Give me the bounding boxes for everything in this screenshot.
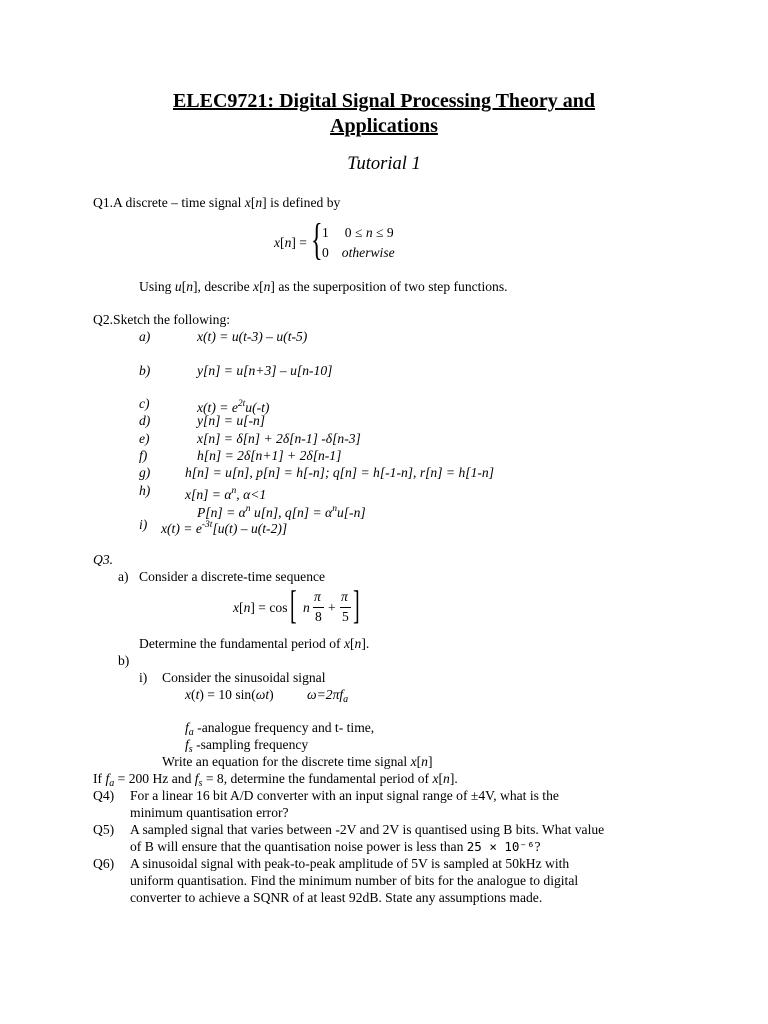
page-title-line-1: ELEC9721: Digital Signal Processing Theory and: [172, 90, 596, 112]
q3-equation-n: n: [303, 600, 310, 615]
page-subtitle: Tutorial 1: [347, 154, 421, 174]
q2-g-equation: h[n] = u[n], p[n] = h[-n]; q[n] = h[-1-n], r[n] = h[1-n]: [185, 465, 494, 480]
q2-c-label: c): [139, 396, 150, 411]
q3-fraction-1-numerator: π: [314, 589, 321, 604]
q2-intro: Q2.Sketch the following:: [93, 312, 231, 327]
q3-omega-equation: $\omega=2\pi f_a$: [307, 687, 349, 705]
q2-f-equation: h[n] = 2δ[n+1] + 2δ[n-1]: [197, 448, 342, 463]
q2-d-label: d): [139, 413, 151, 428]
q2-b-label: b): [139, 363, 151, 378]
q3-fraction-2-line: [340, 607, 351, 608]
q1-equation-lhs: x[n] =: [274, 235, 307, 250]
q3-bi-equation: x(t) = 10 sin(ωt): [185, 687, 274, 702]
q1-instruction: Using u[n], describe x[n] as the superposition of two step functions.: [139, 279, 508, 294]
q4-line-2: minimum quantisation error?: [130, 805, 289, 820]
q2-i-label: i): [139, 517, 148, 532]
q3-b-label: b): [118, 653, 130, 668]
q3-bi-label: i): [139, 670, 148, 685]
q1-case-2: 0 otherwise: [322, 245, 395, 260]
q3-fs-definition: $f_s$ -sampling frequency: [185, 737, 309, 755]
q3-fa-definition: $f_a$ -analogue frequency and t- time,: [185, 720, 375, 738]
q5-line-1: A sampled signal that varies between -2V and 2V is quantised using B bits. What value: [130, 822, 605, 837]
q1-case-1: 1 0 ≤ n ≤ 9: [322, 225, 394, 240]
q2-e-label: e): [139, 431, 150, 446]
q6-line-2: uniform quantisation. Find the minimum number of bits for the analogue to digital: [130, 873, 579, 888]
q5-line-2: of B will ensure that the quantisation noise power is less than 25 × 10⁻⁶?: [130, 839, 541, 854]
q6-label: Q6): [93, 856, 115, 871]
q2-a-equation: x(t) = u(t-3) – u(t-5): [197, 329, 308, 344]
q3-bi-text: Consider the sinusoidal signal: [162, 670, 326, 685]
q1-brace: {: [311, 215, 323, 264]
q2-b-equation: y[n] = u[n+3] – u[n-10]: [197, 363, 333, 378]
q3-if-question: If $f_a = 200$ Hz and $f_s = 8$, determine the fundamental period of x[n].: [93, 771, 458, 789]
q2-e-equation: x[n] = δ[n] + 2δ[n-1] -δ[n-3]: [197, 431, 361, 446]
q3-write-equation: Write an equation for the discrete time signal x[n]: [162, 754, 433, 769]
q2-d-equation: y[n] = u[-n]: [197, 413, 266, 428]
q2-h-equation-2: $P[n] = \alpha^n$ u[n], $q[n] = \alpha^nu[-n]$: [197, 504, 366, 520]
q3-fraction-1-denominator: 8: [315, 609, 322, 624]
q3-bracket-right: ]: [353, 582, 360, 627]
q3-a-question: Determine the fundamental period of x[n].: [139, 636, 370, 651]
q2-h-equation: $x[n] = \alpha^n$, α<1: [185, 486, 267, 502]
q2-c-equation: $x(t) = e^{2t}u(-t)$: [197, 399, 270, 415]
q4-line-1: For a linear 16 bit A/D converter with an input signal range of ±4V, what is the: [130, 788, 559, 803]
q3-a-label: a): [118, 569, 129, 584]
q2-f-label: f): [139, 448, 148, 463]
q4-label: Q4): [93, 788, 115, 803]
page-title-line-2: Applications: [330, 115, 438, 137]
q3-fraction-2-numerator: π: [341, 589, 348, 604]
q6-line-3: converter to achieve a SQNR of at least 92dB. State any assumptions made.: [130, 890, 543, 905]
q2-i-equation: $x(t) = e^{-3t}[u(t) - u(t-2)]$: [161, 520, 288, 536]
q3-bracket-left: [: [290, 582, 297, 627]
q2-a-label: a): [139, 329, 151, 344]
q3-fraction-2-denominator: 5: [342, 609, 349, 624]
q1-intro: Q1.A discrete – time signal x[n] is defined by: [93, 195, 341, 210]
q6-line-1: A sinusoidal signal with peak-to-peak amplitude of 5V is sampled at 50kHz with: [130, 856, 570, 871]
q2-g-label: g): [139, 465, 151, 480]
q3-fraction-1-line: [313, 607, 324, 608]
q3-equation-lhs: x[n] = cos: [233, 600, 288, 615]
q3-label: Q3.: [93, 552, 114, 567]
q3-a-text: Consider a discrete-time sequence: [139, 569, 326, 584]
q2-h-label: h): [139, 483, 151, 498]
q3-plus: +: [328, 600, 336, 615]
q5-label: Q5): [93, 822, 115, 837]
